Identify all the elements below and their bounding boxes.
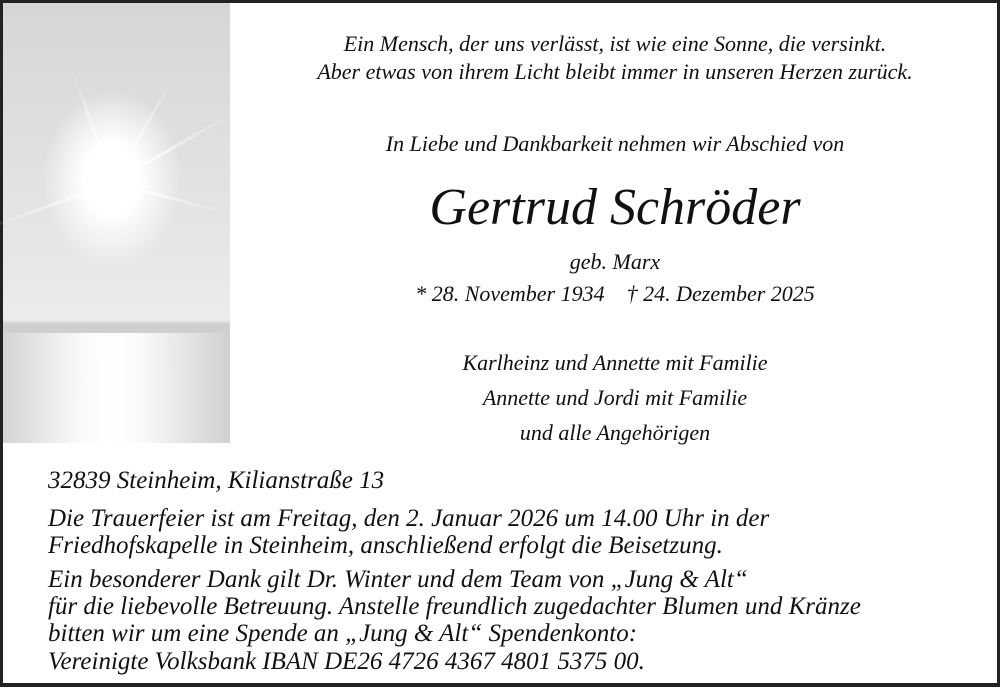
quote-line: Aber etwas von ihrem Licht bleibt immer in unseren Herzen zurück. (317, 59, 913, 84)
quote-line: Ein Mensch, der uns verlässt, ist wie eine Sonne, die versinkt. (343, 31, 887, 56)
thanks-line: für die liebevolle Betreuung. Anstelle freundlich zugedachter Blumen und Kränze (48, 593, 861, 620)
funeral-line: Friedhofskapelle in Steinheim, anschließend erfolgt die Beisetzung. (48, 532, 723, 559)
life-dates: * 28. November 1934 † 24. Dezember 2025 (415, 281, 815, 306)
sunset-sea-image (3, 3, 230, 443)
mourner-line: und alle Angehörigen (519, 420, 711, 445)
mourner-line: Karlheinz und Annette mit Familie (462, 350, 768, 375)
intro-text: In Liebe und Dankbarkeit nehmen wir Abschied von (385, 131, 845, 156)
thanks-line: bitten wir um eine Spende an „Jung & Alt“ Spendenkonto: (48, 620, 638, 647)
thanks-line: Ein besonderer Dank gilt Dr. Winter und dem Team von „Jung & Alt“ (48, 566, 748, 593)
funeral-line: Die Trauerfeier ist am Freitag, den 2. Januar 2026 um 14.00 Uhr in der (48, 505, 770, 532)
sun-ray (112, 78, 175, 183)
bank-details: Vereinigte Volksbank IBAN DE26 4726 4367 4801 5375 00. (48, 648, 645, 675)
address: 32839 Steinheim, Kilianstraße 13 (48, 467, 385, 494)
sun-ray (113, 181, 230, 215)
sun-ray (71, 69, 115, 183)
sun-ray (0, 181, 114, 228)
deceased-name: Gertrud Schröder (429, 179, 801, 236)
maiden-name: geb. Marx (569, 249, 661, 274)
mourner-line: Annette und Jordi mit Familie (482, 385, 748, 410)
